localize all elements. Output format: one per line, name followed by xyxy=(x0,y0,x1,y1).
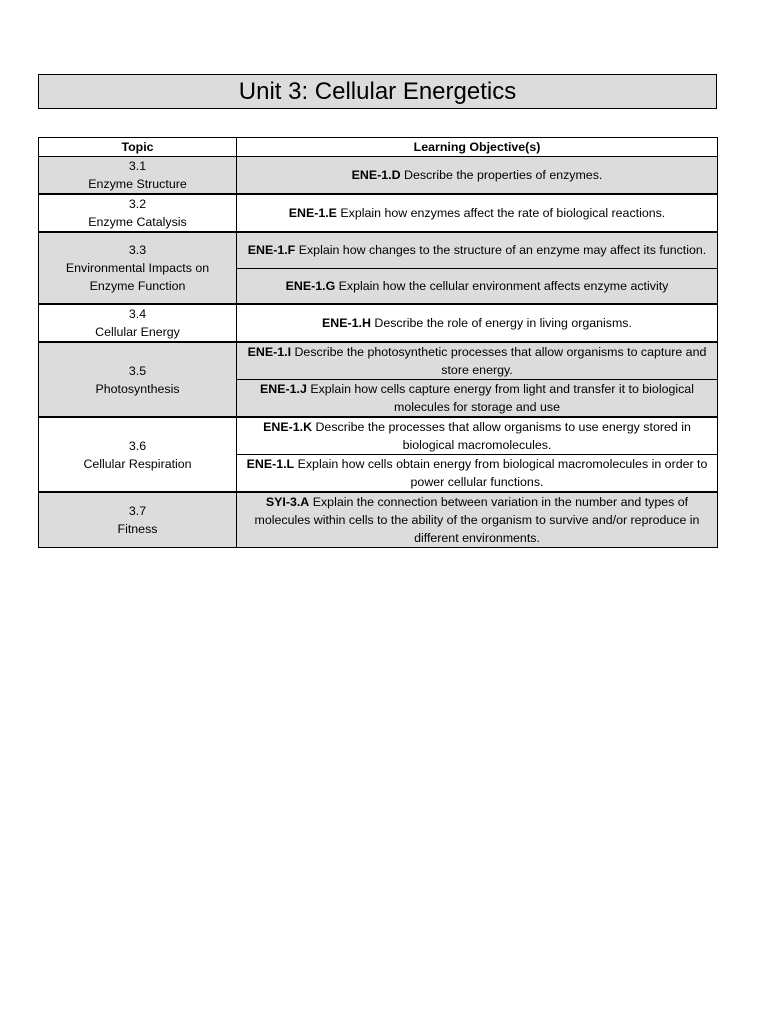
table-body xyxy=(39,157,718,548)
topic-cell xyxy=(39,157,237,195)
topic-cell xyxy=(39,417,237,492)
topic-number: 3.5 xyxy=(128,363,147,378)
topic-number: 3.3 xyxy=(128,243,147,257)
objective-text: Explain how changes to the structure of an enzyme may affect its function. xyxy=(298,243,707,258)
objective-code: ENE-1.H xyxy=(322,316,371,330)
topic-cell xyxy=(39,492,237,548)
topic-number: 3.1 xyxy=(128,159,147,173)
topic-name: Environmental Impacts on Enzyme Function xyxy=(65,261,210,293)
objective-code: ENE-1.J xyxy=(260,382,307,396)
objective-code: ENE-1.D xyxy=(351,168,401,182)
table-row xyxy=(39,157,718,195)
objective-text: Explain how the cellular environment affects enzyme activity xyxy=(338,278,669,293)
table-row xyxy=(39,194,718,232)
objective-cell xyxy=(237,194,718,232)
table-row xyxy=(39,232,718,268)
objective-text: Describe the properties of enzymes. xyxy=(404,168,603,182)
topic-number: 3.6 xyxy=(128,438,147,453)
topic-name: Enzyme Catalysis xyxy=(88,215,187,229)
objective-cell xyxy=(237,380,718,418)
objective-text: Explain how cells obtain energy from biological macromolecules in order to power cellular functions. xyxy=(297,457,708,489)
objective-code: ENE-1.I xyxy=(247,345,292,359)
objective-column-header: Learning Objective(s) xyxy=(237,138,718,157)
objective-cell xyxy=(237,455,718,493)
learning-objectives-table xyxy=(38,137,718,548)
topic-cell xyxy=(39,342,237,417)
unit-title: Unit 3: Cellular Energetics xyxy=(38,74,717,109)
topic-cell xyxy=(39,304,237,342)
topic-column-header: Topic xyxy=(39,138,237,157)
table-row xyxy=(39,417,718,455)
objective-cell xyxy=(237,304,718,342)
topic-name: Cellular Energy xyxy=(95,325,180,339)
objective-code: ENE-1.L xyxy=(246,457,295,471)
objective-code: SYI-3.A xyxy=(265,495,310,509)
topic-number: 3.4 xyxy=(128,307,147,321)
objective-text: Explain how enzymes affect the rate of biological reactions. xyxy=(340,206,666,220)
topic-number: 3.7 xyxy=(128,504,147,518)
topic-name: Cellular Respiration xyxy=(83,456,192,471)
objective-text: Describe the role of energy in living organisms. xyxy=(374,316,632,330)
objective-cell xyxy=(237,417,718,455)
table-header-row xyxy=(39,138,718,157)
objective-text: Explain the connection between variation in the number and types of molecules within cells to the ability of the organism to survive and/or reproduce in different environments. xyxy=(254,495,700,545)
table-row xyxy=(39,304,718,342)
objective-cell xyxy=(237,342,718,380)
objective-cell xyxy=(237,232,718,268)
topic-number: 3.2 xyxy=(128,197,147,211)
objective-cell xyxy=(237,157,718,195)
objective-code: ENE-1.G xyxy=(285,278,336,293)
objective-text: Describe the processes that allow organisms to use energy stored in biological macromolecules. xyxy=(315,420,691,452)
objective-code: ENE-1.K xyxy=(263,420,313,434)
topic-name: Enzyme Structure xyxy=(88,177,187,191)
topic-name: Photosynthesis xyxy=(95,381,180,396)
topic-cell xyxy=(39,232,237,304)
topic-cell xyxy=(39,194,237,232)
objective-text: Explain how cells capture energy from light and transfer it to biological molecules for storage and use xyxy=(310,382,694,414)
objective-text: Describe the photosynthetic processes that allow organisms to capture and store energy. xyxy=(294,345,707,377)
table-row xyxy=(39,342,718,380)
objective-code: ENE-1.E xyxy=(288,206,337,220)
topic-name: Fitness xyxy=(117,522,158,536)
objective-cell xyxy=(237,268,718,304)
objective-code: ENE-1.F xyxy=(247,243,296,258)
objective-cell xyxy=(237,492,718,548)
table-row xyxy=(39,492,718,548)
